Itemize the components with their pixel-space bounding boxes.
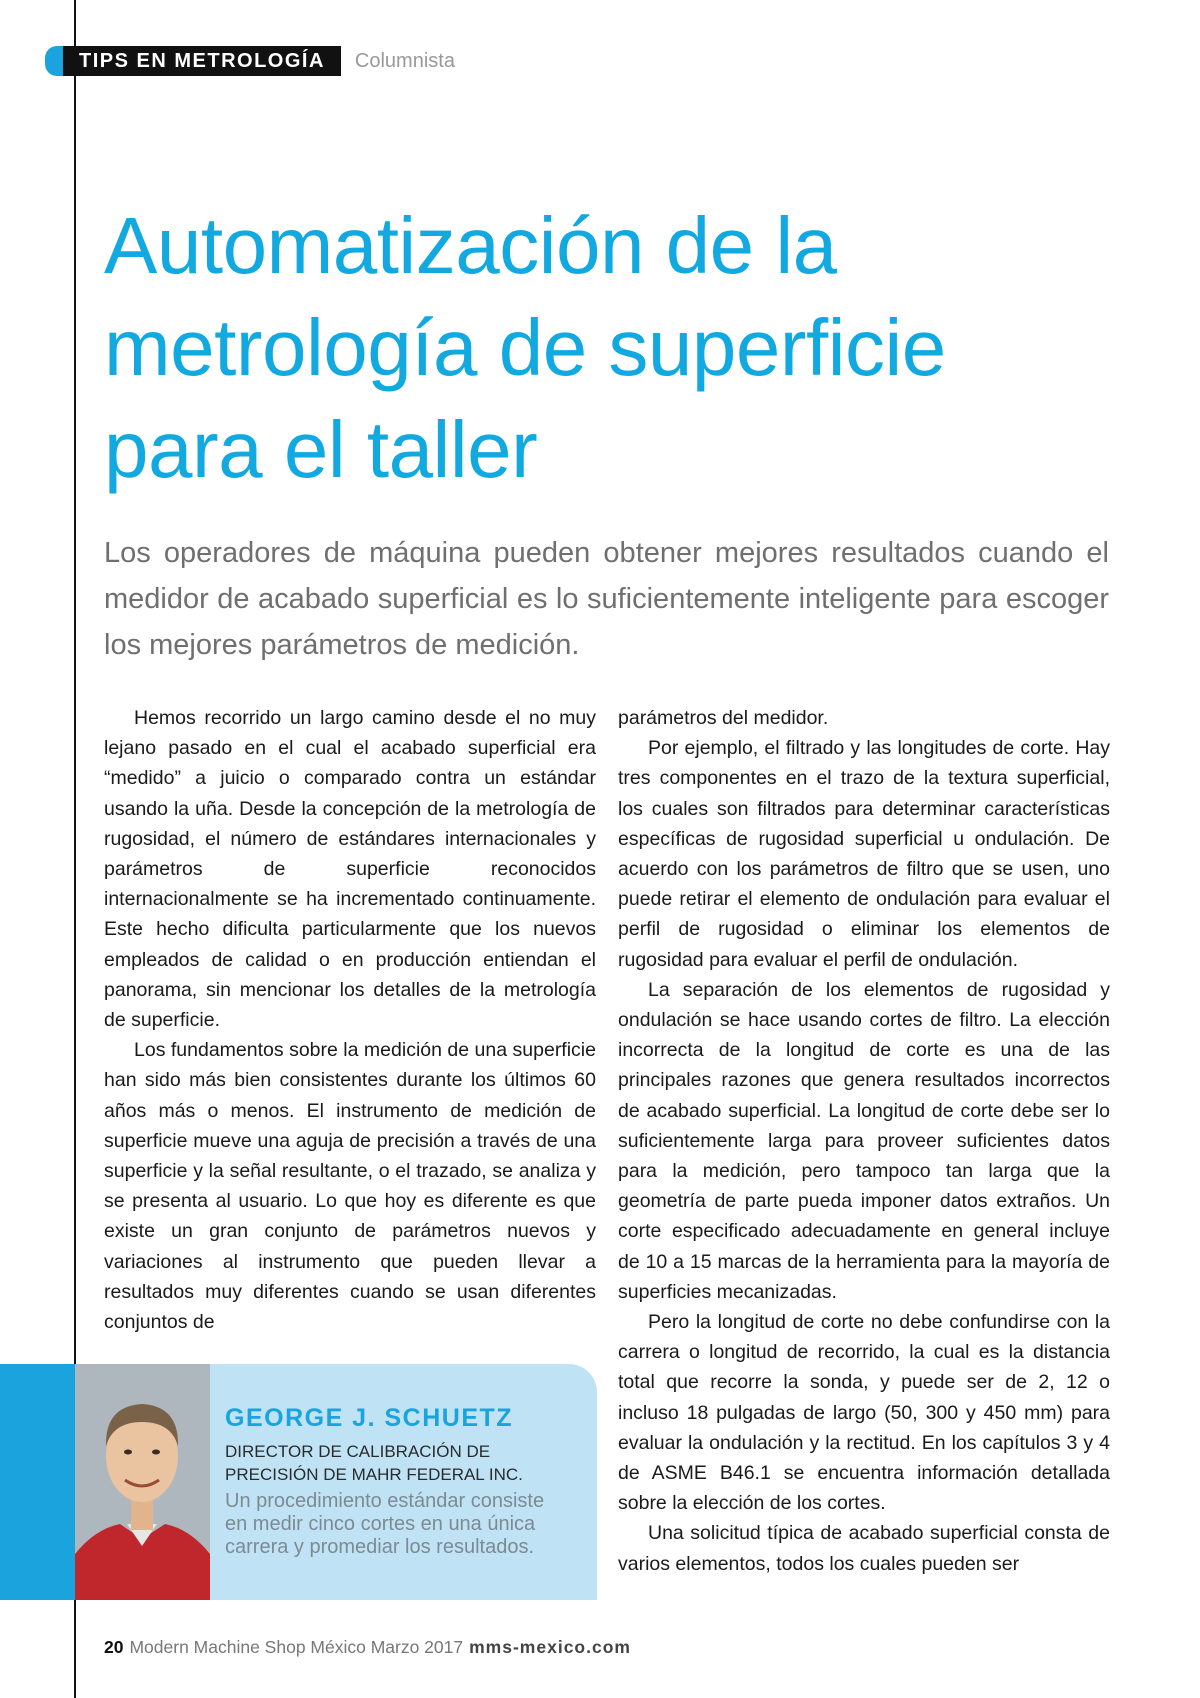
body-paragraph: La separación de los elementos de rugosidad y ondulación se hace usando cortes de filtro. La elección incorrecta de la longitud de corte es una de las principales razones que genera resultados incorrectos de acabado superficial. La longitud de corte debe ser lo suficientemente larga para proveer suficientes datos para la medición, pero tampoco tan larga que la geometría de parte pueda imponer datos extraños. Un corte especificado adecuadamente en general incluye de 10 a 15 marcas de la herramienta para la mayoría de superficies mecanizadas. (618, 978, 1110, 1303)
body-paragraph: Hemos recorrido un largo camino desde el no muy lejano pasado en el cual el acabado superficial era “medido” a juicio o comparado contra un estándar usando la uña. Desde la concepción de la metrología de rugosidad, el número de estándares internacionales y parámetros de superficie reconocidos internacionalmente se ha incrementado continuamente. Este hecho dificulta particularmente que los nuevos empleados de calidad o en producción entiendan el panorama, sin mencionar los detalles de la metrología de superficie. (104, 707, 596, 1032)
author-photo (75, 1364, 210, 1600)
pull-quote-line: en medir cinco cortes en una única (225, 1513, 536, 1535)
title-line: metrología de superficie (104, 303, 946, 392)
pull-quote-line: Un procedimiento estándar consiste (225, 1490, 545, 1512)
section-header (45, 46, 455, 76)
pull-quote (225, 1490, 585, 1559)
article-lede: Los operadores de máquina pueden obtener mejores resultados cuando el medidor de acabado superficial es lo suficientemente inteligente para escoger los mejores parámetros de medición. (104, 537, 1109, 661)
author-role-line: PRECISIÓN DE MAHR FEDERAL INC. (225, 1465, 523, 1484)
author-role-line: DIRECTOR DE CALIBRACIÓN DE (225, 1442, 491, 1461)
body-paragraph: parámetros del medidor. (618, 707, 829, 729)
author-portrait-illustration (75, 1364, 210, 1600)
body-paragraph: Los fundamentos sobre la medición de una superficie han sido más bien consistentes durante los últimos 60 años más o menos. El instrumento de medición de superficie mueve una aguja de precisión a través de una superficie y la señal resultante, o el trazado, se analiza y se presenta al usuario. Lo que hoy es diferente es que existe un gran conjunto de parámetros nuevos y variaciones al instrumento que pueden llevar a resultados muy diferentes cuando se usan diferentes conjuntos de (104, 1039, 596, 1334)
author-role (225, 1440, 585, 1486)
page-footer (104, 1637, 631, 1658)
section-tag: TIPS EN METROLOGÍA (63, 46, 341, 76)
bio-accent-bar (0, 1364, 75, 1600)
pull-quote-line: carrera y promediar los resultados. (225, 1536, 535, 1558)
section-type: Columnista (354, 49, 455, 72)
body-column-right (618, 703, 1110, 1579)
body-paragraph: Por ejemplo, el filtrado y las longitudes de corte. Hay tres componentes en el trazo de la textura superficial, los cuales son filtrados para determinar características específicas de rugosidad superficial u ondulación. De acuerdo con los parámetros de filtro que se usen, uno puede retirar el elemento de ondulación para evaluar el perfil de rugosidad o eliminar los elementos de rugosidad para evaluar el perfil de ondulación. (618, 737, 1110, 971)
title-line: para el taller (104, 405, 538, 494)
body-paragraph: Pero la longitud de corte no debe confundirse con la carrera o longitud de recorrido, la cual es la distancia total que recorre la sonda, y puede ser de 2, 12 o incluso 18 pulgadas de largo (50, 300 y 450 mm) para evaluar la ondulación y la rectitud. En los capítulos 3 y 4 de ASME B46.1 se encuentra información detallada sobre la elección de los cortes. (618, 1311, 1110, 1515)
publication-url: mms-mexico.com (469, 1637, 631, 1657)
body-paragraph: Una solicitud típica de acabado superficial consta de varios elementos, todos los cuales pueden ser (618, 1522, 1110, 1575)
body-column-left (104, 703, 596, 1337)
page-number: 20 (104, 1637, 124, 1657)
publication-name: Modern Machine Shop México Marzo 2017 (129, 1637, 464, 1657)
author-name: GEORGE J. SCHUETZ (225, 1404, 514, 1432)
article-title (104, 195, 1164, 501)
title-line: Automatización de la (104, 201, 837, 290)
